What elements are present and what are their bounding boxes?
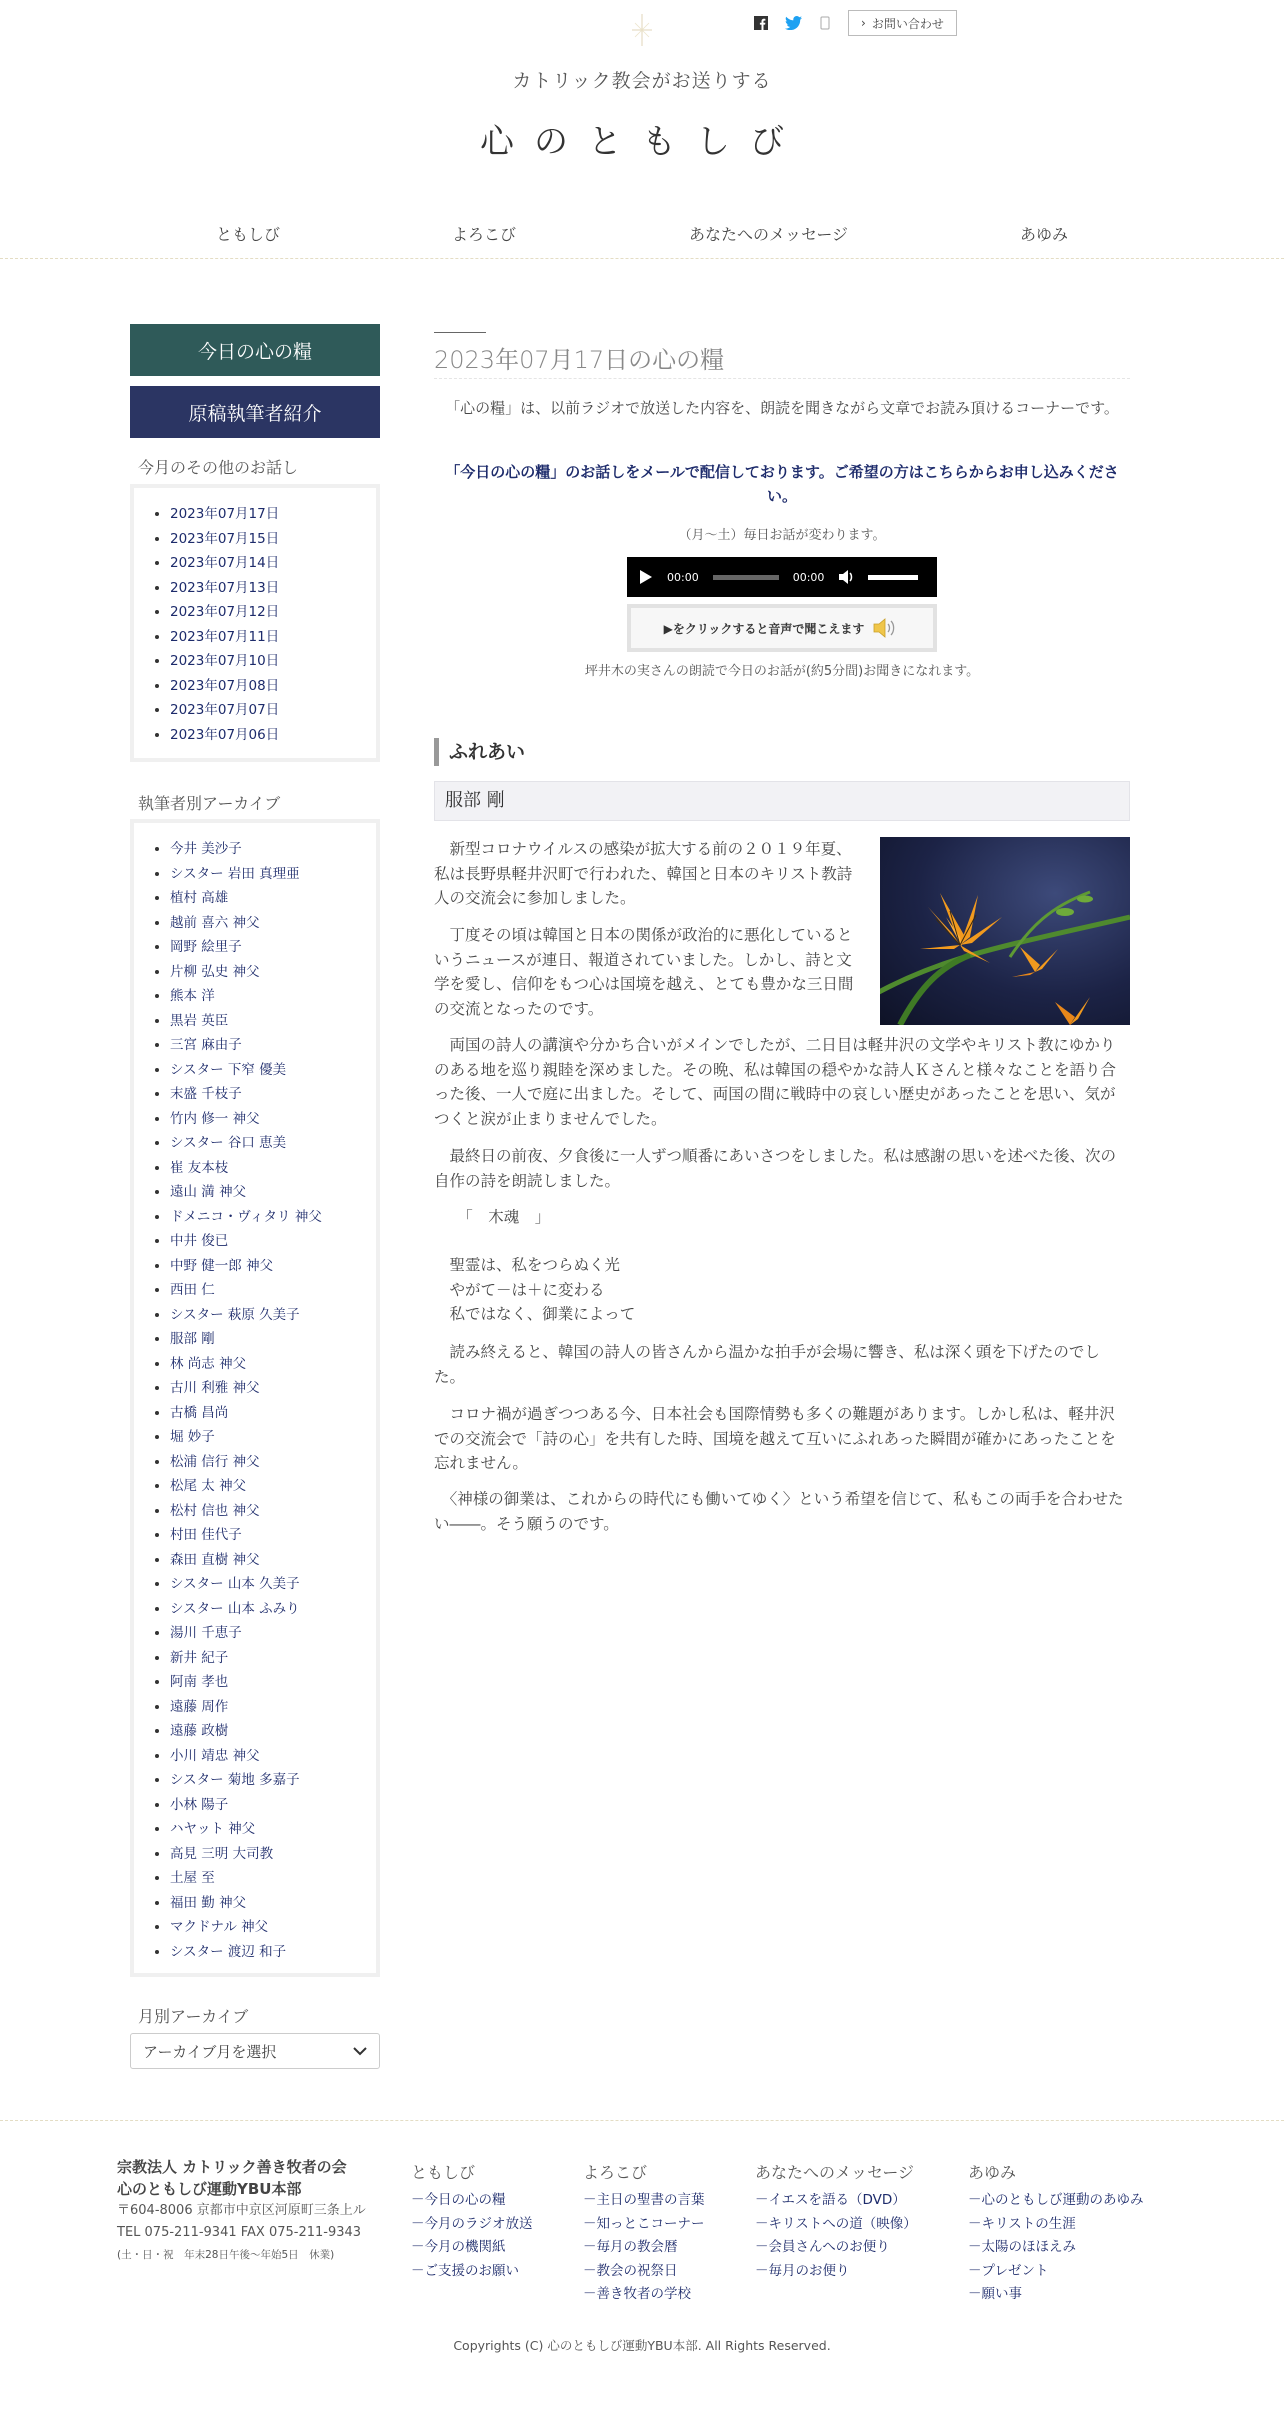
- footer-link[interactable]: [411, 2189, 533, 2213]
- writer-archive-link[interactable]: • 松尾 太 神父: [170, 1474, 376, 1499]
- footer-link[interactable]: [755, 2260, 917, 2284]
- writer-archive-link[interactable]: • 新井 紀子: [170, 1646, 376, 1671]
- footer-col-heading: あなたへのメッセージ: [755, 2163, 915, 2182]
- twitter-icon[interactable]: [784, 14, 802, 32]
- writers-archive-heading: 執筆者別アーカイブ: [138, 794, 281, 813]
- footer-col-heading: よろこび: [583, 2163, 648, 2182]
- dash-bullet-icon: －: [755, 2262, 769, 2279]
- play-icon[interactable]: [639, 569, 653, 585]
- nav-divider: [0, 258, 1284, 259]
- writer-archive-link[interactable]: • 高見 三明 大司教: [170, 1842, 376, 1867]
- writer-archive-link[interactable]: • シスター 下窄 優美: [170, 1058, 376, 1083]
- other-talk-link[interactable]: • 2023年07月12日: [170, 600, 376, 625]
- footer-link-label: 毎月の教会暦: [596, 2239, 678, 2255]
- writer-archive-link[interactable]: • マクドナル 神父: [170, 1915, 376, 1940]
- audio-player: [627, 557, 937, 597]
- other-talks-list: [134, 488, 376, 755]
- nav-item-ayumi[interactable]: あゆみ: [1020, 225, 1069, 244]
- other-talk-link[interactable]: • 2023年07月06日: [170, 723, 376, 748]
- poem-line-2: やがて－は＋に変わる: [434, 1281, 605, 1299]
- footer-link[interactable]: [411, 2213, 533, 2237]
- speaker-icon: [872, 617, 900, 639]
- footer-link-label: 今日の心の糧: [424, 2192, 506, 2208]
- writer-archive-link[interactable]: • シスター 山本 久美子: [170, 1572, 376, 1597]
- writer-archive-link[interactable]: • シスター 渡辺 和子: [170, 1940, 376, 1965]
- footer-link[interactable]: [968, 2260, 1144, 2284]
- writers-archive-box: [130, 819, 380, 1977]
- org-name: 宗教法人 カトリック善き牧者の会: [117, 2158, 347, 2176]
- writer-archive-link[interactable]: • 林 尚志 神父: [170, 1352, 376, 1377]
- month-archive-heading: 月別アーカイブ: [138, 2007, 249, 2026]
- month-archive-select[interactable]: [130, 2033, 380, 2069]
- writer-archive-link[interactable]: • 松村 信也 神父: [170, 1499, 376, 1524]
- footer-link-label: 毎月のお便り: [768, 2262, 850, 2279]
- writer-archive-link[interactable]: • 片柳 弘史 神父: [170, 960, 376, 985]
- other-talk-link[interactable]: • 2023年07月10日: [170, 649, 376, 674]
- footer-link[interactable]: [755, 2213, 917, 2237]
- footer-link-label: 知っとこコーナー: [596, 2215, 705, 2232]
- writer-archive-link[interactable]: • 村田 佳代子: [170, 1523, 376, 1548]
- month-select-value: アーカイブ月を選択: [143, 2042, 277, 2061]
- footer-link[interactable]: [411, 2236, 533, 2260]
- article-paragraph-3: 両国の詩人の講演や分かち合いがメインでしたが、二日目は軽井沢の文学やキリスト教にゆかりのある地を巡り親睦を深めました。その晩、私は韓国の穏やかな詩人Ｋさんと様々なことを語り合った後、一人で庭に出ました。そして、両国の間に戦時中の哀しい歴史があったことを思い、気がつくと涙が止まりませんでした。: [434, 1036, 1117, 1128]
- footer-link[interactable]: [583, 2213, 705, 2237]
- writer-archive-link[interactable]: • 遠藤 周作: [170, 1695, 376, 1720]
- footer-link-label: 願い事: [981, 2286, 1022, 2302]
- copyright: Copyrights (C) 心のともしび運動YBU本部. All Rights Reserved.: [453, 2338, 831, 2353]
- article-title: ふれあい: [434, 738, 1130, 766]
- dash-bullet-icon: －: [968, 2262, 982, 2279]
- footer-link[interactable]: [968, 2236, 1144, 2260]
- poem-line-3: 私ではなく、御業によって: [434, 1305, 636, 1323]
- player-volume-slider[interactable]: [868, 575, 918, 580]
- writer-archive-link[interactable]: • 湯川 千恵子: [170, 1621, 376, 1646]
- writer-archive-link[interactable]: • 越前 喜六 神父: [170, 911, 376, 936]
- article-paragraph-4: 最終日の前夜、夕食後に一人ずつ順番にあいさつをしました。私は感謝の思いを述べた後、次の自作の詩を朗読しました。: [434, 1147, 1117, 1190]
- writer-archive-link[interactable]: • 遠山 満 神父: [170, 1180, 376, 1205]
- writers-intro-button[interactable]: 原稿執筆者紹介: [130, 386, 380, 438]
- writer-archive-link[interactable]: • 土屋 至: [170, 1866, 376, 1891]
- article-paragraph-2: 丁度その頃は韓国と日本の関係が政治的に悪化しているというニュースが連日、報道されていました。しかし、詩と文学を愛し、信仰をもつ心は国境を越え、とても豊かな三日間の交流となったのです。: [434, 926, 854, 1018]
- player-progress-bar[interactable]: [713, 575, 779, 580]
- org-subname: 心のともしび運動YBU本部: [117, 2180, 302, 2198]
- writer-archive-link[interactable]: • 今井 美沙子: [170, 837, 376, 862]
- footer-col-yorokobi: [583, 2160, 705, 2307]
- writer-archive-link[interactable]: • シスター 岩田 真理亜: [170, 862, 376, 887]
- footer-divider: [0, 2120, 1284, 2121]
- writer-archive-link[interactable]: • シスター 谷口 恵美: [170, 1131, 376, 1156]
- dash-bullet-icon: －: [583, 2239, 597, 2255]
- nav-item-tomoshibi[interactable]: ともしび: [216, 225, 281, 244]
- other-talk-link[interactable]: • 2023年07月17日: [170, 502, 376, 527]
- site-subtitle: カトリック教会がお送りする: [512, 70, 772, 92]
- writer-archive-link[interactable]: • ドメニコ・ヴィタリ 神父: [170, 1205, 376, 1230]
- footer-col-ayumi: [968, 2160, 1144, 2307]
- contact-button[interactable]: [848, 10, 957, 36]
- writer-archive-link[interactable]: • 中井 俊已: [170, 1229, 376, 1254]
- player-time-total: 00:00: [792, 570, 825, 584]
- chevron-right-icon: ›: [861, 16, 866, 30]
- mail-subscribe-link[interactable]: 「今日の心の糧」のお話しをメールで配信しております。ご希望の方はこちらからお申し込みください。: [445, 463, 1119, 505]
- writer-archive-link[interactable]: • 黒岩 英臣: [170, 1009, 376, 1034]
- article-paragraph-1: 新型コロナウイルスの感染が拡大する前の２０１９年夏、私は長野県軽井沢町で行われた、韓国と日本のキリスト教詩人の交流会に参加しました。: [434, 840, 853, 907]
- org-holiday: (土・日・祝 年末28日午後〜年始5日 休業): [117, 2249, 335, 2261]
- writer-archive-link[interactable]: • 西田 仁: [170, 1278, 376, 1303]
- footer-link-label: 会員さんへのお便り: [768, 2239, 890, 2255]
- writer-archive-link[interactable]: • 堀 妙子: [170, 1425, 376, 1450]
- page-title: 2023年07月17日の心の糧: [434, 346, 725, 374]
- writer-archive-link[interactable]: • 末盛 千枝子: [170, 1082, 376, 1107]
- other-talks-box: [130, 484, 380, 762]
- writer-archive-link[interactable]: • 崔 友本枝: [170, 1156, 376, 1181]
- writer-archive-link[interactable]: • シスター 菊地 多嘉子: [170, 1768, 376, 1793]
- writer-archive-link[interactable]: • 松浦 信行 神父: [170, 1450, 376, 1475]
- reading-caption: 坪井木の実さんの朗読で今日のお話が(約5分間)お聞きになれます。: [584, 664, 980, 679]
- writer-archive-link[interactable]: • 服部 剛: [170, 1327, 376, 1352]
- author-name: 服部 剛: [434, 781, 1130, 821]
- writer-archive-link[interactable]: • 岡野 絵里子: [170, 935, 376, 960]
- play-hint-banner: [627, 604, 937, 652]
- footer-link[interactable]: [411, 2260, 533, 2284]
- writer-archive-link[interactable]: • 古川 利雅 神父: [170, 1376, 376, 1401]
- dash-bullet-icon: －: [968, 2192, 982, 2208]
- footer-col-heading: あゆみ: [968, 2163, 1017, 2182]
- daily-note: （月〜土）毎日お話が変わります。: [678, 528, 886, 543]
- writer-archive-link[interactable]: • 熊本 洋: [170, 984, 376, 1009]
- footer-col-heading: ともしび: [411, 2163, 476, 2182]
- writer-archive-link[interactable]: • シスター 山本 ふみり: [170, 1597, 376, 1622]
- social-links: [752, 10, 957, 36]
- footer-link[interactable]: [583, 2189, 705, 2213]
- other-talk-link[interactable]: • 2023年07月07日: [170, 698, 376, 723]
- footer-link-label: キリストの生涯: [981, 2215, 1076, 2232]
- footer-org-block: [117, 2156, 387, 2266]
- writer-archive-link[interactable]: • 小林 陽子: [170, 1793, 376, 1818]
- play-hint-text: ▶をクリックすると音声で聞こえます: [663, 621, 865, 636]
- dash-bullet-icon: －: [755, 2239, 769, 2255]
- dash-bullet-icon: －: [755, 2192, 769, 2208]
- global-nav: [0, 222, 1284, 262]
- org-phone: TEL 075-211-9341 FAX 075-211-9343: [117, 2225, 362, 2240]
- intro-text: 「心の糧」は、以前ラジオで放送した内容を、朗読を聞きながら文章でお読み頂けるコーナーです。: [445, 399, 1119, 417]
- writer-archive-link[interactable]: • 阿南 孝也: [170, 1670, 376, 1695]
- poem-line-1: 聖霊は、私をつらぬく光: [434, 1256, 621, 1274]
- footer-link[interactable]: [583, 2236, 705, 2260]
- footer-link[interactable]: [755, 2236, 917, 2260]
- footer-link-label: 教会の祝祭日: [596, 2262, 678, 2279]
- other-talk-link[interactable]: • 2023年07月08日: [170, 674, 376, 699]
- footer-link[interactable]: [968, 2189, 1144, 2213]
- today-kokoro-button[interactable]: 今日の心の糧: [130, 324, 380, 376]
- footer-link-label: 心のともしび運動のあゆみ: [981, 2192, 1144, 2208]
- writer-archive-link[interactable]: • ハヤット 神父: [170, 1817, 376, 1842]
- footer-col-message: [755, 2160, 917, 2283]
- footer-link[interactable]: [968, 2213, 1144, 2237]
- footer-link[interactable]: [583, 2283, 705, 2307]
- footer-link-label: 主日の聖書の言葉: [596, 2192, 705, 2208]
- dash-bullet-icon: －: [583, 2262, 597, 2279]
- other-talk-link[interactable]: • 2023年07月13日: [170, 576, 376, 601]
- player-time-current: 00:00: [667, 570, 699, 584]
- dash-bullet-icon: －: [411, 2239, 425, 2255]
- footer-link[interactable]: [755, 2189, 917, 2213]
- nav-item-yorokobi[interactable]: よろこび: [452, 225, 517, 244]
- org-address: 〒604-8006 京都市中京区河原町三条上ル: [117, 2203, 366, 2218]
- article-paragraph-7: 〈神様の御業は、これからの時代にも働いてゆく〉という希望を信じて、私もこの両手を合わせたい――。そう願うのです。: [434, 1490, 1124, 1533]
- footer-link-label: イエスを語る（DVD）: [768, 2192, 906, 2208]
- footer-link-label: キリストへの道（映像）: [768, 2215, 917, 2232]
- footer-link-label: ご支援のお願い: [424, 2262, 519, 2279]
- writer-archive-link[interactable]: • 小川 靖忠 神父: [170, 1744, 376, 1769]
- writer-archive-link[interactable]: • 古橋 昌尚: [170, 1401, 376, 1426]
- writer-archive-link[interactable]: • 三宮 麻由子: [170, 1033, 376, 1058]
- dash-bullet-icon: －: [411, 2215, 425, 2232]
- title-divider: [434, 378, 1130, 379]
- writer-archive-link[interactable]: • 竹内 修一 神父: [170, 1107, 376, 1132]
- dash-bullet-icon: －: [583, 2215, 597, 2232]
- dash-bullet-icon: －: [968, 2239, 982, 2255]
- chevron-down-icon: [353, 2046, 367, 2056]
- volume-icon[interactable]: [838, 569, 854, 585]
- dash-bullet-icon: －: [411, 2192, 425, 2208]
- writers-archive-list: [134, 823, 376, 1972]
- dash-bullet-icon: －: [411, 2262, 425, 2279]
- other-talk-link[interactable]: • 2023年07月14日: [170, 551, 376, 576]
- dash-bullet-icon: －: [968, 2215, 982, 2232]
- footer-col-tomoshibi: [411, 2160, 533, 2283]
- dash-bullet-icon: －: [968, 2286, 982, 2302]
- writer-archive-link[interactable]: • 福田 勤 神父: [170, 1891, 376, 1916]
- writer-archive-link[interactable]: • シスター 萩原 久美子: [170, 1303, 376, 1328]
- lily-flower-photo: [880, 837, 1130, 1025]
- dash-bullet-icon: －: [583, 2286, 597, 2302]
- writer-archive-link[interactable]: • 植村 高雄: [170, 886, 376, 911]
- writer-archive-link[interactable]: • 遠藤 政樹: [170, 1719, 376, 1744]
- footer-link-label: 善き牧者の学校: [596, 2286, 691, 2302]
- writer-archive-link[interactable]: • 森田 直樹 神父: [170, 1548, 376, 1573]
- article-paragraph-6: コロナ禍が過ぎつつある今、日本社会も国際情勢も多くの難題があります。しかし私は、軽井沢での交流会で「詩の心」を共有した時、国境を越えて互いにふれあった瞬間が確かにあったことを忘れません。: [434, 1405, 1116, 1472]
- footer-link-label: 今月の機関紙: [424, 2239, 506, 2255]
- dash-bullet-icon: －: [755, 2215, 769, 2232]
- dash-bullet-icon: －: [583, 2192, 597, 2208]
- poem-title: 「 木魂 」: [434, 1208, 551, 1226]
- footer-link-label: 太陽のほほえみ: [981, 2239, 1076, 2255]
- site-title[interactable]: 心のともしび: [480, 122, 804, 162]
- star-ornament-icon: [630, 12, 654, 48]
- title-accent-rule: [434, 332, 486, 333]
- footer-link-label: プレゼント: [981, 2262, 1049, 2279]
- footer-link-label: 今月のラジオ放送: [424, 2215, 533, 2232]
- writer-archive-link[interactable]: • 中野 健一郎 神父: [170, 1254, 376, 1279]
- footer-link[interactable]: [583, 2260, 705, 2284]
- other-talk-link[interactable]: • 2023年07月11日: [170, 625, 376, 650]
- article-paragraph-5: 読み終えると、韓国の詩人の皆さんから温かな拍手が会場に響き、私は深く頭を下げたのでした。: [434, 1343, 1100, 1386]
- other-talks-heading: 今月のその他のお話し: [138, 458, 299, 477]
- contact-label: お問い合わせ: [871, 16, 944, 31]
- nav-item-message[interactable]: あなたへのメッセージ: [689, 225, 849, 244]
- other-talk-link[interactable]: • 2023年07月15日: [170, 527, 376, 552]
- instagram-icon[interactable]: [816, 14, 834, 32]
- footer-link[interactable]: [968, 2283, 1144, 2307]
- facebook-icon[interactable]: [752, 14, 770, 32]
